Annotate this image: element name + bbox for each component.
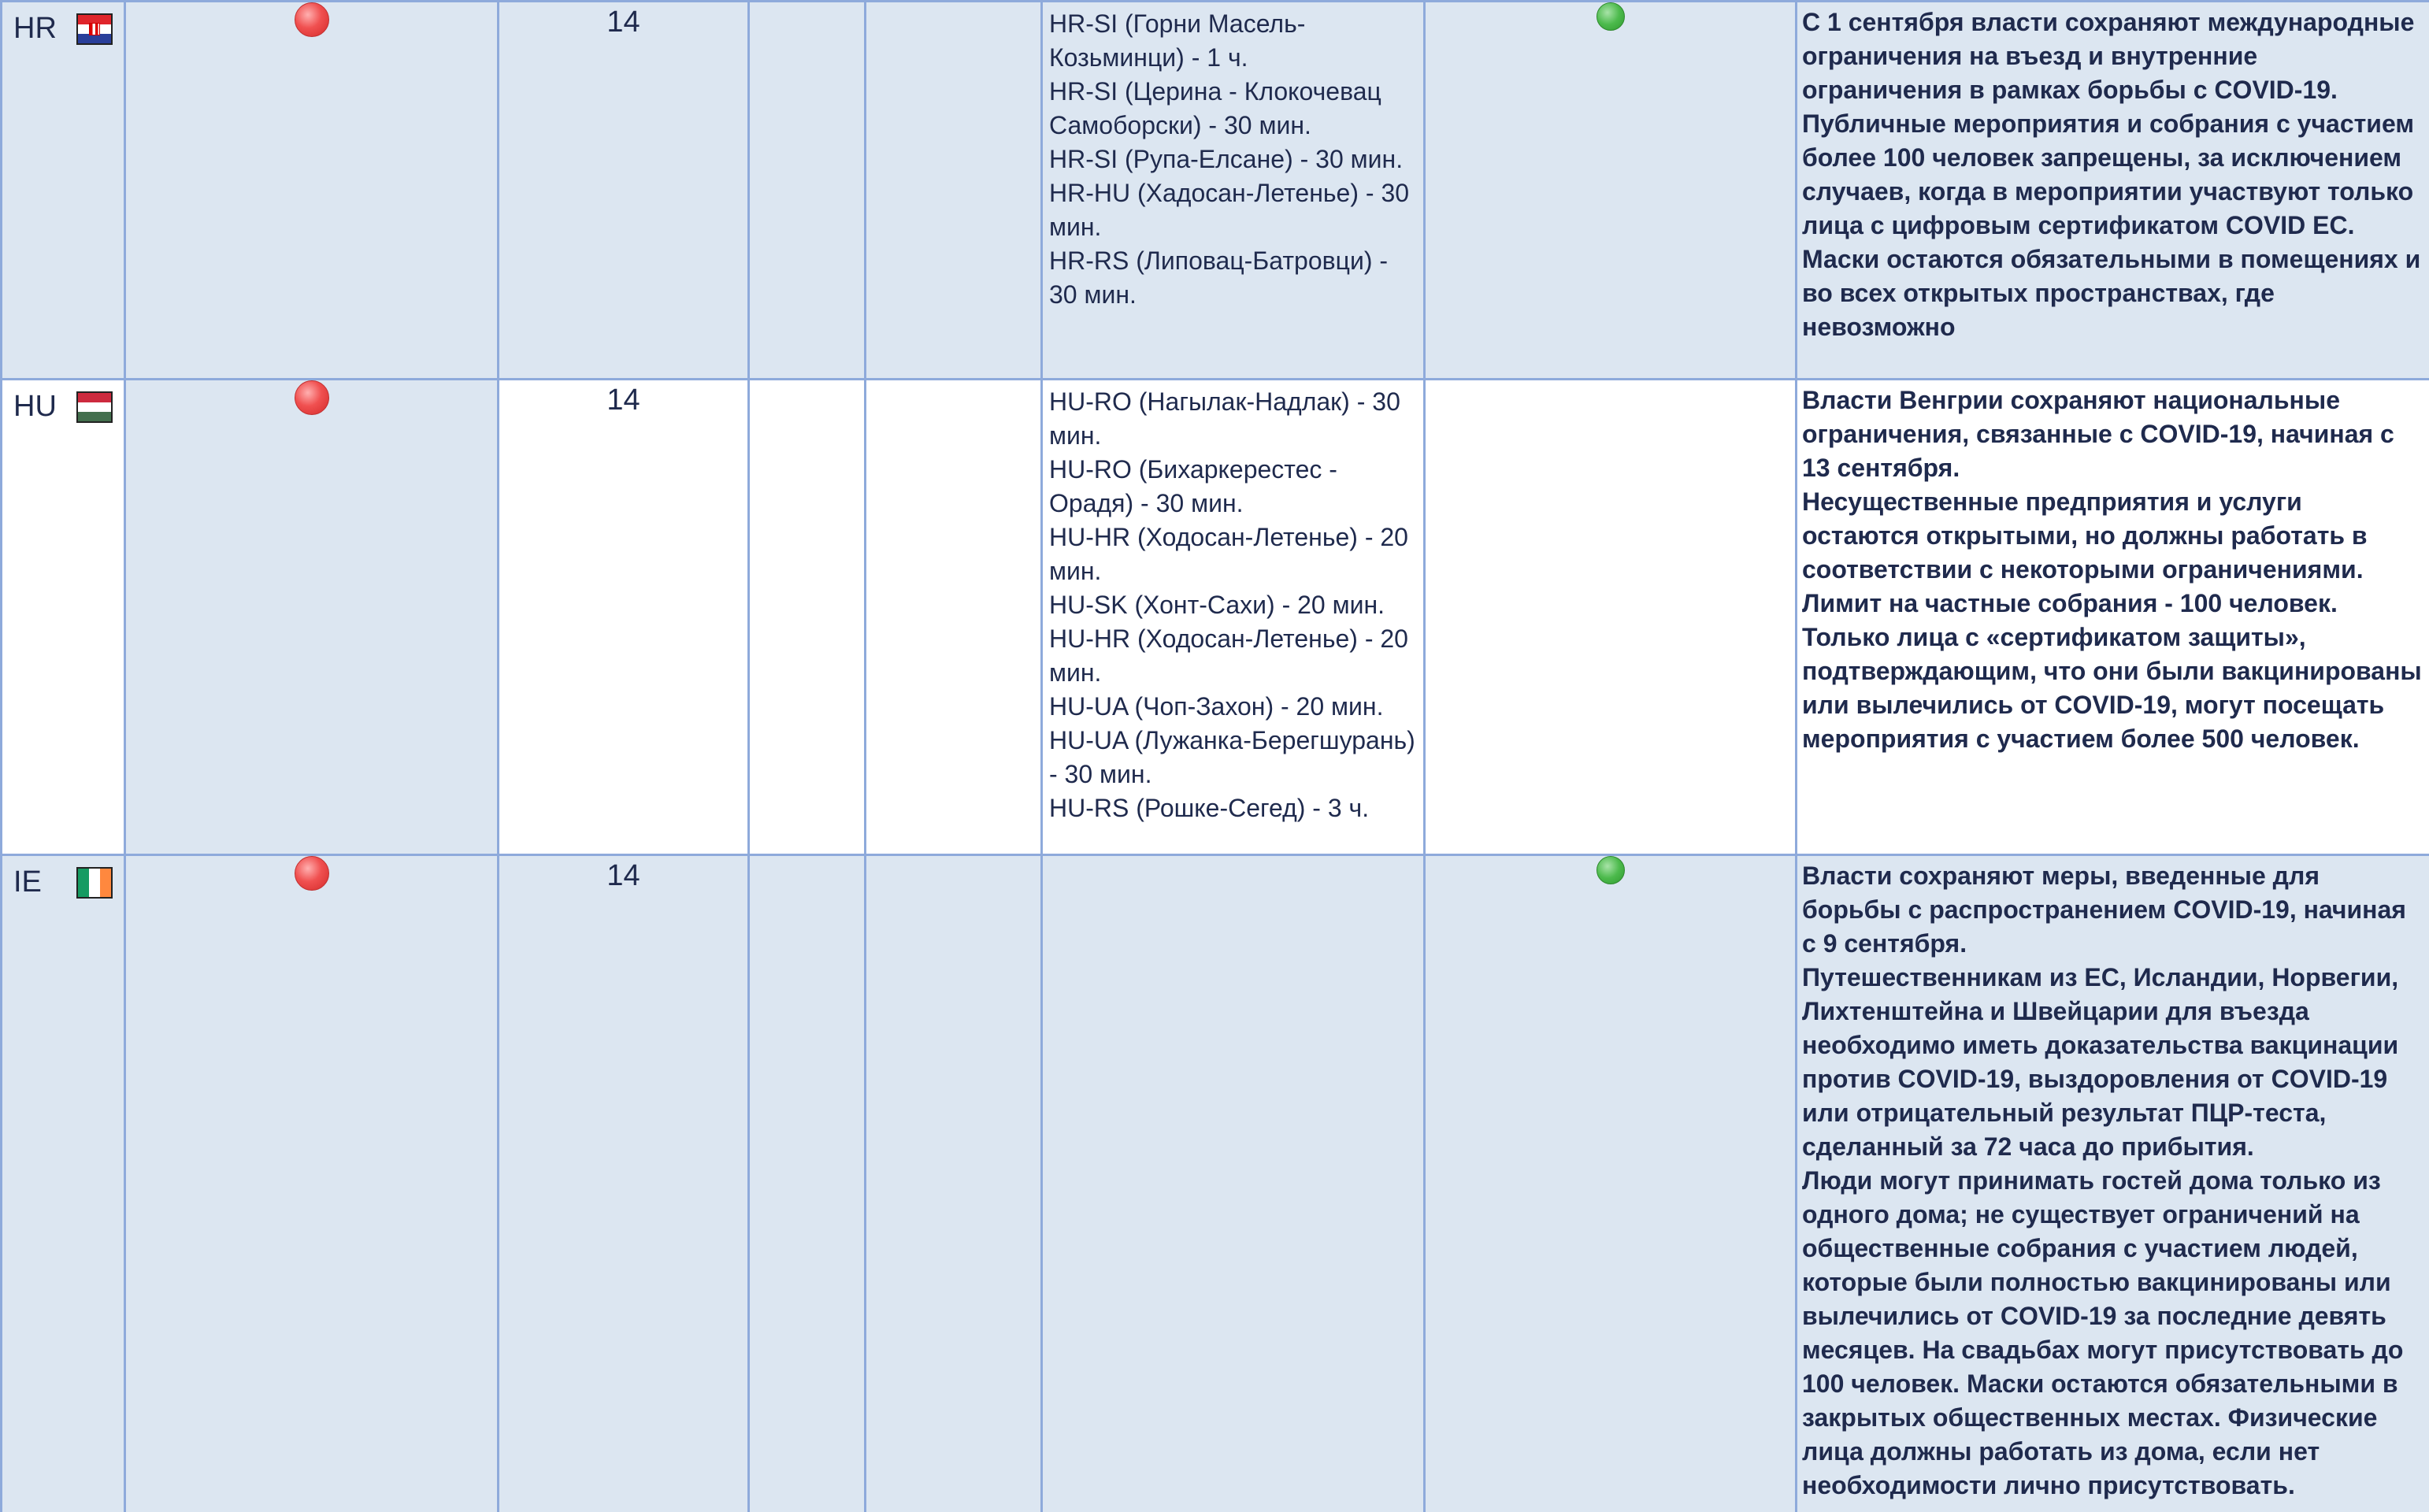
border-crossing-item: HU-RO (Бихаркерестес - Орадя) - 30 мин. [1049,455,1337,517]
green-status-icon [1596,2,1625,31]
border-crossing-item: HR-SI (Церина - Клокочевац Самоборски) - 30 мин. [1049,77,1381,139]
empty-cell [866,380,1042,855]
border-crossing-item: HR-SI (Рупа-Елсане) - 30 мин. [1049,145,1404,173]
table-row [2,855,2429,1512]
border-crossing-item: HR-RS (Липовац-Батровци) - 30 мин. [1049,246,1389,309]
empty-cell [749,2,866,380]
red-status-icon [295,380,329,415]
country-cell [2,2,125,380]
border-crossings-cell [1042,2,1425,380]
red-status-icon [295,2,329,37]
border-crossing-item: HR-SI (Горни Масель-Козьминци) - 1 ч. [1049,9,1306,72]
border-crossing-item: HU-HR (Ходосан-Летенье) - 20 мин. [1049,523,1408,585]
green-status-icon [1596,856,1625,884]
empty-cell [749,380,866,855]
table-row [2,380,2429,855]
notes-cell [1797,855,2429,1512]
border-crossing-item: HU-UA (Чоп-Захон) - 20 мин. [1049,692,1384,721]
notes-cell [1797,2,2429,380]
ireland-flag-icon [76,867,113,899]
status-cell [125,2,499,380]
croatia-flag-icon [76,13,113,45]
border-crossing-item: HU-RS (Рошке-Сегед) - 3 ч. [1049,794,1370,822]
border-crossing-item: HU-HR (Ходосан-Летенье) - 20 мин. [1049,624,1408,687]
note-paragraph: Лимит на частные собрания - 100 человек. [1802,589,2338,617]
quarantine-days: 14 [499,2,749,380]
hungary-flag-icon [76,391,113,423]
note-paragraph: Несущественные предприятия и услуги остаются открытыми, но должны работать в соответствии с некоторыми ограничениями. [1802,487,2368,584]
empty-cell [866,2,1042,380]
note-paragraph: С 1 сентября власти сохраняют международные ограничения на въезд и внутренние ограничения в рамках борьбы с COVID-19. [1802,8,2415,104]
note-paragraph: Власти сохраняют меры, введенные для борьбы с распространением COVID-19, начиная с 9 сентября. [1802,862,2406,958]
status-cell [125,855,499,1512]
quarantine-days: 14 [499,380,749,855]
status-cell [1425,2,1797,380]
status-cell [1425,380,1797,855]
country-code: HU [13,390,57,423]
empty-cell [749,855,866,1512]
status-cell [1425,855,1797,1512]
country-code: HR [13,12,57,45]
table-row [2,2,2429,380]
note-paragraph: Люди могут принимать гостей дома только из одного дома; не существует ограничений на общественные собрания с участием людей, которые были полностью вакцинированы или вылечились от COVID-19 за последние девять месяцев. На свадьбах могут присутствовать до 100 человек. Маски остаются обязательными в закрытых общественных местах. Физические лица должны работать из дома, если нет необходимости лично присутствовать. [1802,1166,2404,1499]
empty-cell [866,855,1042,1512]
note-paragraph: Публичные мероприятия и собрания с участием более 100 человек запрещены, за исключением случаев, когда в мероприятии участвуют только лица с цифровым сертификатом COVID ЕС. Маски остаются обязательными в помещениях и во всех открытых пространствах, где невозможно [1802,109,2421,341]
country-cell [2,380,125,855]
border-crossings-cell [1042,855,1425,1512]
border-crossing-item: HR-HU (Хадосан-Летенье) - 30 мин. [1049,179,1410,241]
border-crossing-item: HU-SK (Хонт-Сахи) - 20 мин. [1049,591,1385,619]
notes-cell [1797,380,2429,855]
border-crossing-item: HU-RO (Нагылак-Надлак) - 30 мин. [1049,387,1400,450]
quarantine-days: 14 [499,855,749,1512]
note-paragraph: Только лица с «сертификатом защиты», подтверждающим, что они были вакцинированы или вылечились от COVID-19, могут посещать мероприятия с участием более 500 человек. [1802,623,2422,753]
note-paragraph: Власти Венгрии сохраняют национальные ограничения, связанные с COVID-19, начиная с 13 сентября. [1802,386,2394,482]
red-status-icon [295,856,329,891]
country-cell [2,855,125,1512]
status-cell [125,380,499,855]
border-crossing-item: HU-UA (Лужанка-Берегшурань) - 30 мин. [1049,726,1415,788]
border-crossings-cell [1042,380,1425,855]
note-paragraph: Путешественникам из ЕС, Исландии, Норвегии, Лихтенштейна и Швейцарии для въезда необходимо иметь доказательства вакцинации против COVID-19, выздоровления от COVID-19 или отрицательный результат ПЦР-теста, сделанный за 72 часа до прибытия. [1802,963,2399,1161]
country-code: IE [13,865,42,899]
